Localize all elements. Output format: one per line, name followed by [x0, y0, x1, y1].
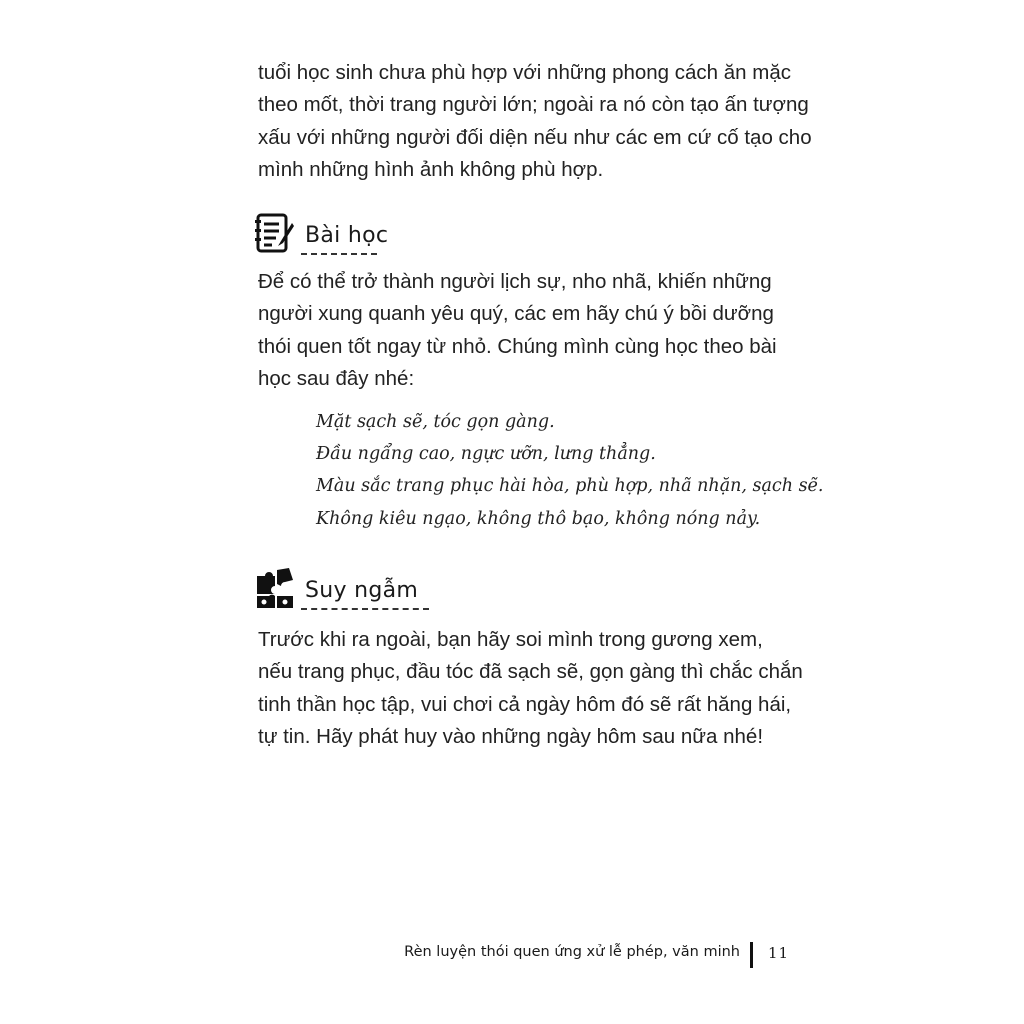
- paragraph-line: tự tin. Hãy phát huy vào những ngày hôm sau nữa nhé!: [258, 724, 764, 748]
- running-title: Rèn luyện thói quen ứng xử lễ phép, văn minh: [404, 944, 740, 960]
- verse-line: Không kiêu ngạo, không thô bạo, không nóng nảy.: [316, 508, 761, 529]
- section-title: Bài học: [305, 223, 389, 248]
- paragraph-line: người xung quanh yêu quý, các em hãy chú ý bồi dưỡng: [258, 302, 774, 326]
- lesson-title-wrap: [305, 223, 388, 255]
- intro-paragraph: [258, 57, 812, 186]
- paragraph-line: tuổi học sinh chưa phù hợp với những phong cách ăn mặc: [258, 61, 791, 84]
- paragraph-line: tinh thần học tập, vui chơi cả ngày hôm đó sẽ rất hăng hái,: [258, 692, 792, 716]
- verse-line: Mặt sạch sẽ, tóc gọn gàng.: [316, 412, 555, 432]
- paragraph-line: mình những hình ảnh không phù hợp.: [258, 157, 604, 181]
- paragraph-line: nếu trang phục, đầu tóc đã sạch sẽ, gọn gàng thì chắc chắn: [258, 660, 803, 684]
- paragraph-line: theo mốt, thời trang người lớn; ngoài ra nó còn tạo ấn tượng: [258, 93, 809, 117]
- verse-line: Màu sắc trang phục hài hòa, phù hợp, nhã nhặn, sạch sẽ.: [316, 476, 824, 497]
- notebook-pencil-icon: [255, 211, 295, 255]
- page-footer: [0, 942, 1024, 970]
- page-number: 11: [768, 944, 790, 962]
- footer-divider: [750, 942, 753, 968]
- section-title: Suy ngẫm: [305, 578, 419, 603]
- verse-line: Đầu ngẩng cao, ngực ưỡn, lưng thẳng.: [316, 444, 656, 465]
- paragraph-line: Để có thể trở thành người lịch sự, nho nhã, khiến những: [258, 270, 772, 293]
- title-underline: [301, 608, 429, 610]
- lesson-paragraph: [258, 266, 788, 395]
- lesson-verse: [316, 406, 823, 535]
- reflection-paragraph: [258, 624, 803, 753]
- reflection-heading: [255, 566, 418, 610]
- paragraph-line: xấu với những người đối diện nếu như các em cứ cố tạo cho: [258, 125, 812, 149]
- lesson-heading: [255, 211, 388, 255]
- puzzle-pieces-icon: [255, 566, 295, 610]
- paragraph-line: Trước khi ra ngoài, bạn hãy soi mình trong gương xem,: [258, 628, 763, 651]
- paragraph-line: thói quen tốt ngay từ nhỏ. Chúng mình cùng học theo bài: [258, 334, 777, 358]
- title-underline: [301, 253, 377, 255]
- reflection-title-wrap: [305, 578, 418, 610]
- paragraph-line: học sau đây nhé:: [258, 366, 415, 390]
